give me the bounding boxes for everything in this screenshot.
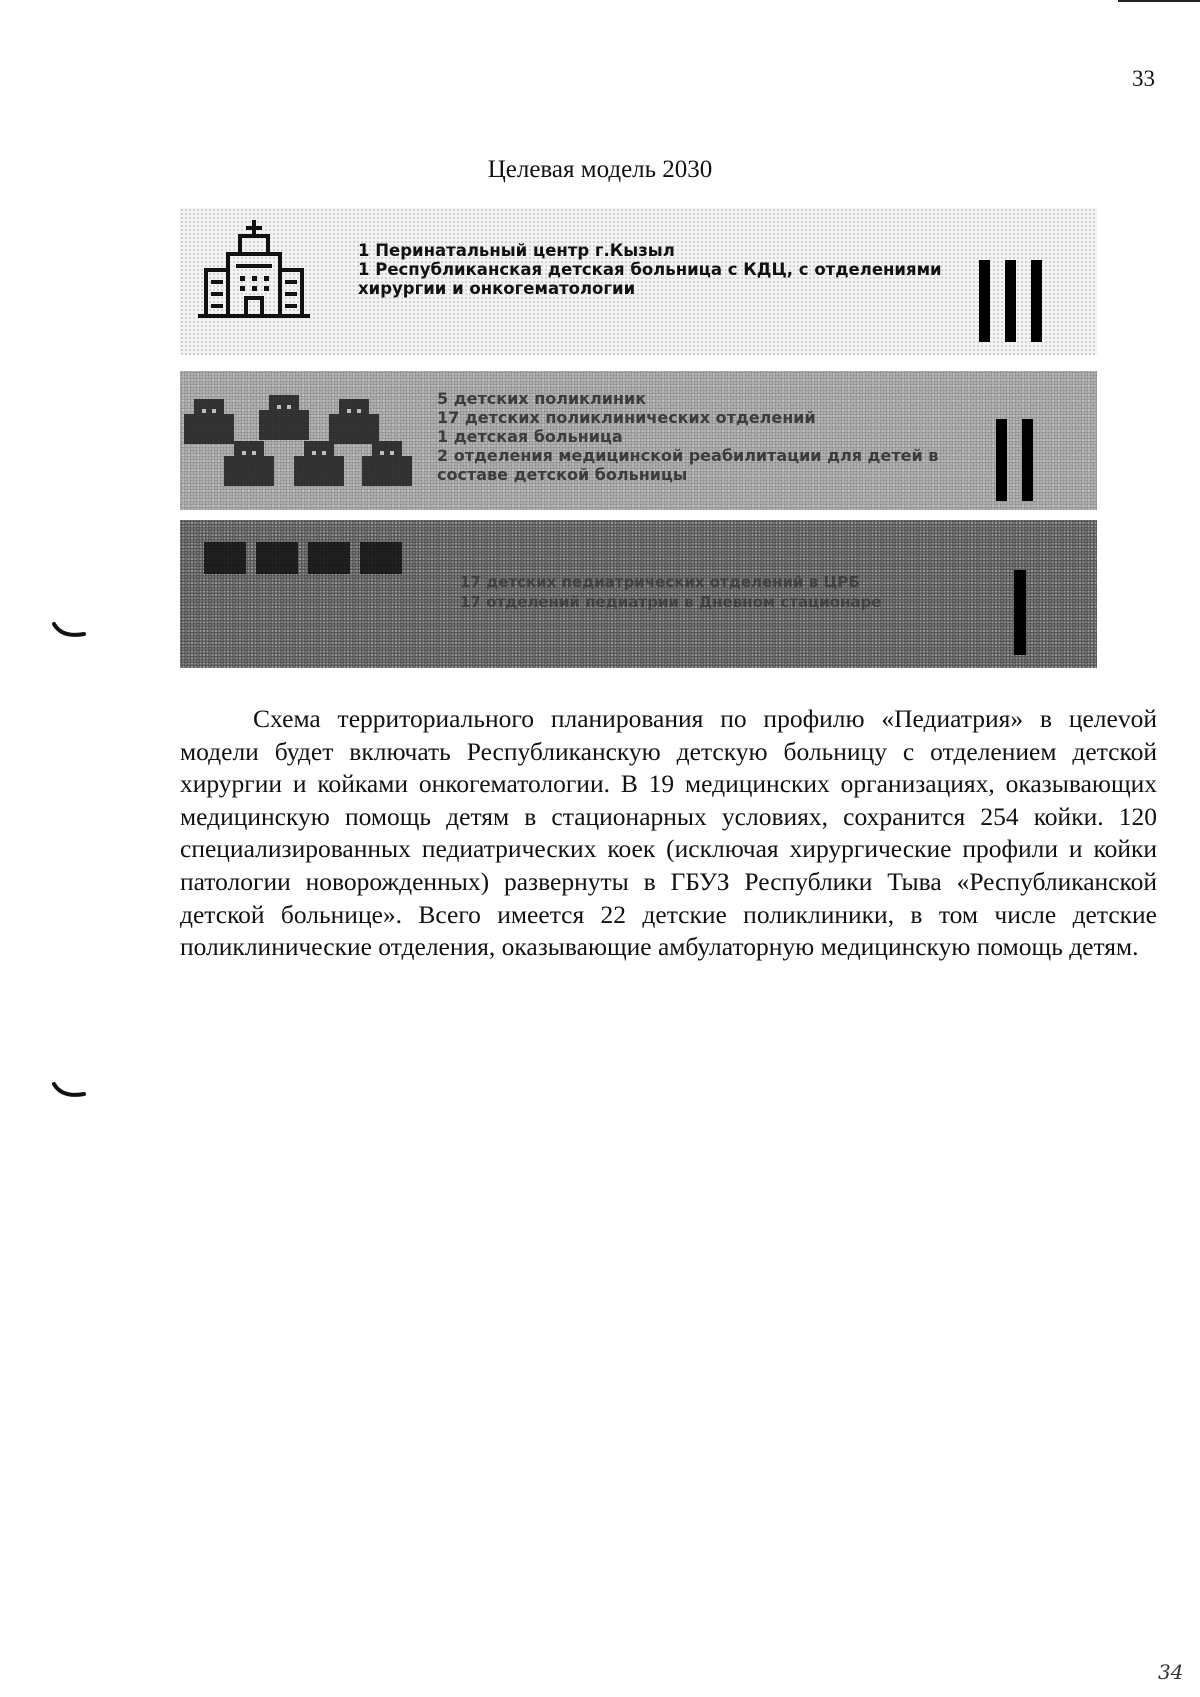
tier-line: 17 детских поликлинических отделений [437,408,816,427]
level-two-bars [992,419,1052,509]
tier-line: 17 детских педиатрических отделений в ЦРБ [460,573,860,591]
page-number: 33 [1132,66,1155,91]
body-paragraph: Схема территориального планирования по профилю «Педиатрия» в целеvой модели будет включать Республиканскую детскую больницу с отделением детской хирургии и койками онкогематологии. В 19 медицинских организациях, оказывающих медицинскую помощь детям в стационарных условиях, сохранится 254 койки. 120 специализированных педиатрических коек (исключая хирургические профили и койки патологии новорожденных) развернуты в ГБУЗ Республики Тыва «Республиканской детской больнице». Всего имеется 22 детские поликлиники, в том числе детские поликлинические отделения, оказывающие амбулаторную медицинскую помощь детям. [180,704,1157,962]
tier-2-description [437,389,938,484]
tier-line: 2 отделения медицинской реабилитации для детей в [437,446,939,465]
tier-line: 1 Перинатальный центр г.Кызыл [358,241,675,260]
tier-level-1 [180,520,1097,668]
tier-line: 5 детских поликлиник [437,389,647,408]
tier-line: 17 отделений педиатрии в Дневном стационаре [460,593,882,611]
tier-1-description [460,572,881,612]
level-one-bar [1010,570,1040,660]
binder-mark-upper [52,620,86,642]
tier-line: 1 Республиканская детская больница с КДЦ, с отделениями [358,260,942,279]
binder-mark-lower [52,1080,86,1102]
tier-level-2 [180,371,1097,510]
tier-line: хирургии и онкогематологии [358,279,636,298]
hospital-building-icon [192,218,312,318]
tier-3-description [358,241,942,298]
tier-line: 1 детская больница [437,427,623,446]
handwritten-page-note: 34 [1158,1660,1184,1684]
top-rule [1118,0,1200,2]
level-three-bars [975,260,1075,350]
small-buildings-icon [204,540,414,580]
clinic-buildings-icon [184,379,424,499]
page-title: Целевая модель 2030 [487,156,713,183]
tier-line: составе детской больницы [437,465,688,484]
tier-level-3 [180,208,1097,355]
